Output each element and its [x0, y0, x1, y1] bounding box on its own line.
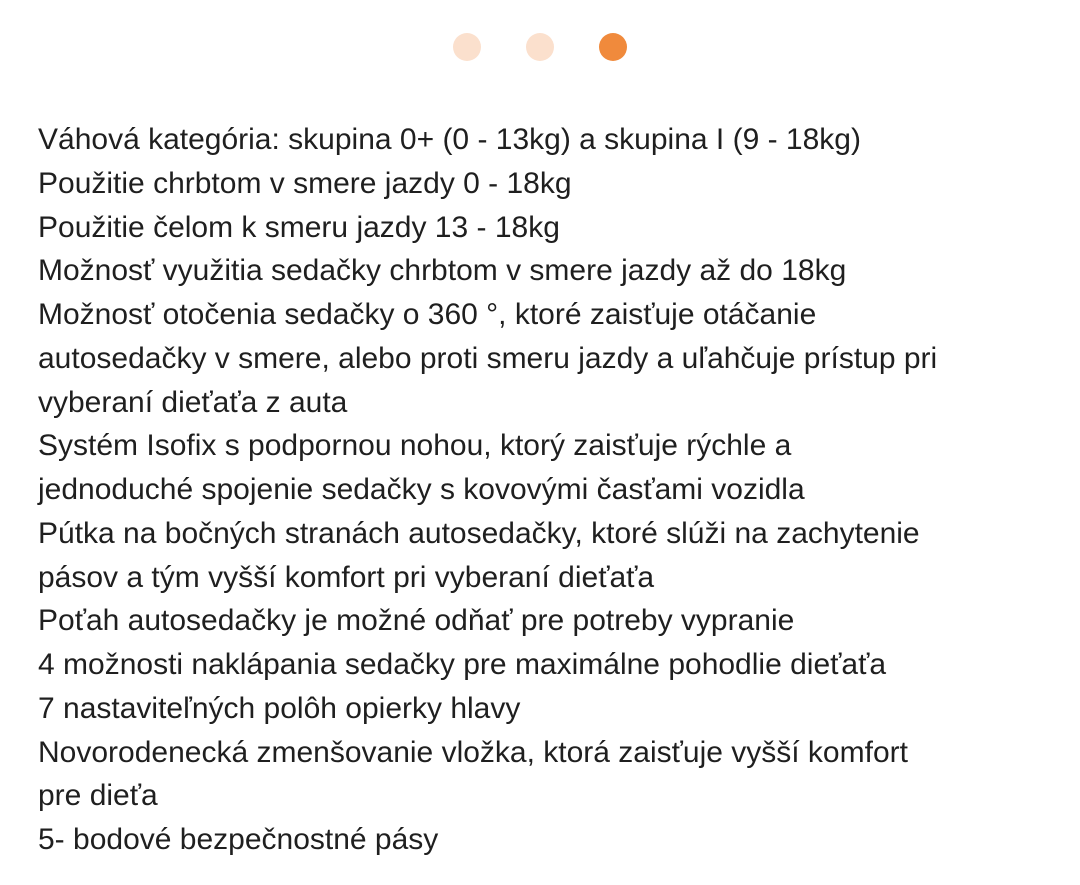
- feature-line: Systém Isofix s podpornou nohou, ktorý zaisťuje rýchle a: [38, 429, 792, 463]
- pager-dot-3-active[interactable]: [599, 33, 627, 61]
- feature-line: autosedačky v smere, alebo proti smeru jazdy a uľahčuje prístup pri: [38, 341, 938, 375]
- feature-line: 5- bodové bezpečnostné pásy: [38, 823, 439, 856]
- product-features-text: [38, 118, 1058, 862]
- feature-line: pásov a tým vyšší komfort pri vyberaní dieťaťa: [38, 560, 655, 594]
- feature-line: Váhová kategória: skupina 0+ (0 - 13kg) a skupina I (9 - 18kg): [38, 123, 861, 156]
- feature-line: pre dieťa: [38, 779, 158, 813]
- feature-line: jednoduché spojenie sedačky s kovovými časťami vozidla: [38, 473, 805, 506]
- feature-line: Možnosť otočenia sedačky o 360 °, ktoré zaisťuje otáčanie: [38, 298, 817, 331]
- carousel-pager: [0, 31, 1080, 63]
- pager-dot-1[interactable]: [453, 33, 481, 61]
- feature-line: vyberaní dieťaťa z auta: [38, 385, 348, 419]
- feature-line: Pútka na bočných stranách autosedačky, ktoré slúži na zachytenie: [38, 516, 920, 550]
- feature-line: Novorodenecká zmenšovanie vložka, ktorá zaisťuje vyšší komfort: [38, 735, 908, 769]
- feature-line: Použitie chrbtom v smere jazdy 0 - 18kg: [38, 166, 572, 200]
- feature-line: Poťah autosedačky je možné odňať pre potreby vypranie: [38, 604, 795, 638]
- feature-line: 7 nastaviteľných polôh opierky hlavy: [38, 691, 521, 725]
- pager-dot-2[interactable]: [526, 33, 554, 61]
- feature-line: 4 možnosti naklápania sedačky pre maximálne pohodlie dieťaťa: [38, 648, 886, 681]
- feature-line: Možnosť využitia sedačky chrbtom v smere jazdy až do 18kg: [38, 254, 847, 288]
- feature-line: Použitie čelom k smeru jazdy 13 - 18kg: [38, 210, 560, 244]
